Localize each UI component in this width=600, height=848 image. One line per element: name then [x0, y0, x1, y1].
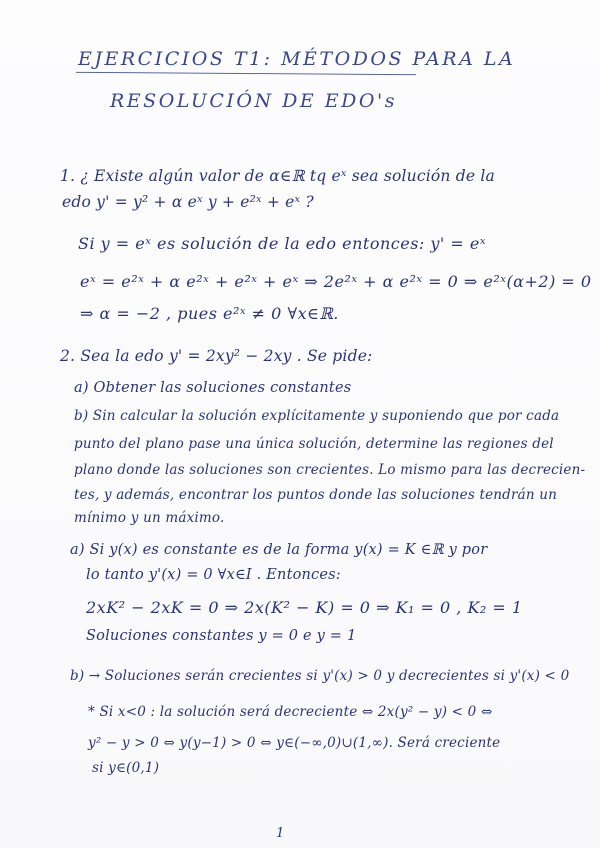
exercise-2-item-b-line-5: mínimo y un máximo. — [74, 510, 225, 526]
answer-b-line-2: * Si x<0 : la solución será decreciente ⇔ 2x(y² − y) < 0 ⇔ — [88, 704, 493, 720]
title-line-1: EJERCICIOS T1: MÉTODOS PARA LA — [78, 48, 516, 70]
exercise-1-statement-line-2: edo y' = y² + α eˣ y + e²ˣ + eˣ ? — [62, 193, 314, 211]
exercise-1-solution-line-2: eˣ = e²ˣ + α e²ˣ + e²ˣ + eˣ ⇒ 2e²ˣ + α e²ˣ = 0 ⇒ e²ˣ(α+2) = 0 — [80, 272, 592, 291]
answer-a-line-4: Soluciones constantes y = 0 e y = 1 — [86, 628, 357, 644]
page-number: 1 — [276, 826, 285, 841]
exercise-1-solution-line-1: Si y = eˣ es solución de la edo entonces: y' = eˣ — [78, 234, 487, 253]
answer-a-line-3: 2xK² − 2xK = 0 ⇒ 2x(K² − K) = 0 ⇒ K₁ = 0 , K₂ = 1 — [86, 598, 523, 617]
exercise-2-item-b-line-2: punto del plano pase una única solución, determine las regiones del — [74, 436, 554, 452]
title-underline — [76, 72, 416, 75]
exercise-1-statement-line-1: 1. ¿ Existe algún valor de α∈ℝ tq eˣ sea solución de la — [60, 167, 495, 185]
answer-a-line-1: a) Si y(x) es constante es de la forma y(x) = K ∈ℝ y por — [70, 542, 488, 558]
exercise-2-item-b-line-4: tes, y además, encontrar los puntos donde las soluciones tendrán un — [74, 487, 558, 503]
exercise-2-statement: 2. Sea la edo y' = 2xy² − 2xy . Se pide: — [60, 347, 373, 365]
answer-b-line-3: y² − y > 0 ⇔ y(y−1) > 0 ⇔ y∈(−∞,0)∪(1,∞). Será creciente — [88, 735, 501, 751]
exercise-1-solution-line-3: ⇒ α = −2 , pues e²ˣ ≠ 0 ∀x∈ℝ. — [80, 304, 339, 323]
exercise-2-item-b-line-3: plano donde las soluciones son crecientes. Lo mismo para las decrecien- — [74, 462, 586, 478]
exercise-2-item-b-line-1: b) Sin calcular la solución explícitamente y suponiendo que por cada — [74, 408, 560, 424]
exercise-2-item-a: a) Obtener las soluciones constantes — [74, 380, 352, 396]
title-line-2: RESOLUCIÓN DE EDO's — [110, 90, 397, 112]
answer-a-line-2: lo tanto y'(x) = 0 ∀x∈I . Entonces: — [86, 567, 341, 583]
answer-b-line-1: b) → Soluciones serán crecientes si y'(x) > 0 y decrecientes si y'(x) < 0 — [70, 668, 570, 684]
answer-b-line-4: si y∈(0,1) — [92, 760, 160, 776]
